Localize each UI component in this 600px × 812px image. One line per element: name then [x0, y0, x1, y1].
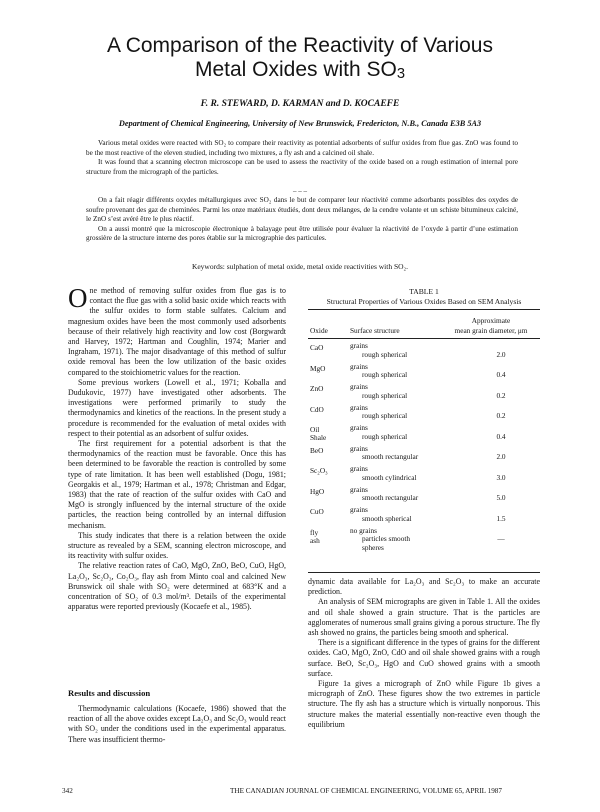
table-cell-diameter: 3.0 — [496, 472, 506, 482]
paper-title — [0, 34, 600, 82]
left-paragraph-3: The first requirement for a potential adsorbent is that the thermodynamics of the reaction must be favorable. Once this has been determined to be favorable the reaction is controlled by some type of rate limitation. It has been well established (Dogu, 1981; Georgakis et al., 1979; Hartman et al., 1978; Christman and Edgar, 1983) that the rate of reaction of the sulfur oxides with CaO and MgO is strongly influenced by the internal structure of the oxide particles, the reaction being controlled by an internal diffusion mechanism. — [68, 439, 286, 530]
table-cell-diameter: — — [497, 534, 505, 544]
table-top-rule — [308, 309, 540, 310]
table-cell-oxide: CuO — [310, 507, 324, 516]
table-cell-structure: grains — [350, 423, 368, 432]
right-paragraph-1: dynamic data available for La₂O₃ and Sc₂O₃ to make an accurate prediction. — [308, 577, 540, 597]
table-cell-structure: grains — [350, 361, 368, 371]
table-cell-structure-detail: smooth spherical — [362, 513, 412, 523]
table-cell-diameter: 0.4 — [496, 431, 506, 441]
abstract-french — [86, 196, 518, 244]
table-cell-oxide-line2: ash — [310, 535, 320, 545]
table-cell-oxide: MgO — [310, 363, 326, 373]
table-cell-diameter: 2.0 — [496, 349, 506, 359]
table-cell-diameter: 1.5 — [496, 513, 506, 523]
table-cell-structure-detail: smooth cylindrical — [362, 472, 417, 482]
table-cell-structure: grains — [350, 443, 368, 453]
abstract-fr-p1: On a fait réagir différents oxydes métallurgiques avec SO₂ dans le but de comparer leur réactivité comme adsorbants possibles des oxydes de soufre provenant des gaz de cheminées. Parmi les onze matériaux étudiés, dont deux mélanges, de la cendre volante et un schiste bitumineux calciné, le ZnO s’est avéré être le plus réactif. — [86, 196, 518, 224]
table-bottom-rule — [308, 572, 540, 573]
results-paragraph: Thermodynamic calculations (Kocaefe, 1986) showed that the reaction of all the above oxides except La₂O₃ and Sc₂O₃ would react with SO₂ under the conditions used in the experimental apparatus. There was insufficient thermo- — [68, 704, 286, 744]
table-cell-oxide: Sc₂O₃ — [310, 466, 328, 475]
table-cell-structure-detail2: spheres — [362, 542, 384, 552]
table-cell-structure: grains — [350, 382, 368, 391]
right-paragraph-3: There is a significant difference in the types of grains for the different oxides. CaO, MgO, ZnO, CdO and oil shale showed grains with a rough surface. BeO, Sc₂O₃, HgO and CuO showed grains with a smooth surface. — [308, 638, 540, 678]
keywords: Keywords: sulphation of metal oxide, metal oxide reactivities with SO₂. — [191, 262, 409, 271]
table-cell-oxide: BeO — [310, 445, 324, 455]
table-cell-structure-detail: particles smooth — [362, 534, 411, 544]
table-header-structure: Surface structure — [350, 326, 400, 335]
table-cell-diameter: 0.2 — [496, 411, 506, 421]
table-cell-diameter: 0.4 — [496, 370, 506, 380]
title-subscript: 3 — [396, 66, 406, 82]
abstract-fr-p2: On a aussi montré que la microscopie électronique à balayage peut être utilisée pour évaluer la réactivité de l’oxyde à partir d’une estimation grossière de la structure interne des pores établie sur la micrographie des particules. — [86, 224, 518, 243]
table-cell-structure-detail: rough spherical — [362, 349, 408, 359]
table-cell-structure: grains — [350, 402, 368, 412]
table-cell-structure-detail: rough spherical — [362, 390, 408, 400]
table-cell-diameter: 5.0 — [496, 493, 506, 503]
table-cell-structure-detail: rough spherical — [362, 411, 408, 421]
intro-text: ne method of removing sulfur oxides from flue gas is to contact the flue gas with a solid basic oxide which reacts with the sulfur oxides to form stable sulfates. Calcium and magnesium oxides have been the most commonly used adsorbents because of their relatively high reactivity and low cost (Borgwardt and Harvey, 1972; Hartman and Coughlin, 1974; Marier and Ingraham, 1971). The major disadvantage of this method of sulfur oxide removal has been the low utilization of the basic oxides compared to the stoichiometric values for the reaction. — [68, 286, 286, 377]
page-number: 342 — [62, 787, 73, 795]
affiliation: Department of Chemical Engineering, University of New Brunswick, Fredericton, N.B., Canada E3B 5A3 — [118, 119, 482, 128]
results-column — [68, 704, 286, 745]
table-cell-structure-detail: smooth rectangular — [362, 452, 419, 462]
table-header-diameter-2: mean grain diameter, μm — [454, 326, 528, 335]
table-cell-structure: grains — [350, 505, 368, 514]
table-cell-oxide: Oil — [310, 425, 320, 434]
table-cell-oxide-line2: Shale — [310, 433, 327, 442]
table-cell-structure: grains — [350, 341, 368, 350]
drop-cap: O — [68, 283, 88, 313]
right-paragraph-2: An analysis of SEM micrographs are given in Table 1. All the oxides and oil shale showed a grain structure. That is the particles are agglomerates of numerous small grains giving a porous structure. The fly ash showed no grains, the particles being smooth and spherical. — [308, 597, 540, 638]
left-paragraph-2: Some previous workers (Lowell et al., 1971; Koballa and Dudukovic, 1977) have investigated other adsorbents. The investigations were performed primarily to study the thermodynamics and kinetics of the reactions. In the present study a procedure is recommended for the evaluation of metal oxides with respect to their potential as an adsorbent of sulfur oxides. — [68, 377, 286, 438]
abstract-en-p2: It was found that a scanning electron microscope can be used to assess the reactivity of the oxide based on a rough estimation of internal pore structure from the micrograph of the particles. — [86, 158, 518, 176]
table-cell-structure-detail: rough spherical — [362, 431, 408, 441]
abstract-english — [86, 139, 518, 177]
right-paragraph-4: Figure 1a gives a micrograph of ZnO while Figure 1b gives a micrograph of ZnO. These figures show the two extremes in particle structure. The fly ash has a structure which is virtually nonporous. This structure makes the material essentially non-reactive even though the equilibrium — [308, 679, 540, 729]
title-line-2-text: Metal Oxides with SO — [194, 58, 397, 81]
table-cell-structure-detail: smooth rectangular — [362, 493, 419, 503]
abstract-en-p1: Various metal oxides were reacted with SO₂ to compare their reactivity as potential adsorbents of sulfur oxides from flue gas. ZnO was found to be the most reactive of the eleven studied, including two mixtures, a fly ash and a calcined oil shale. — [86, 139, 518, 157]
table-cell-structure: grains — [350, 464, 368, 473]
table-cell-oxide: fly — [310, 527, 319, 537]
table-cell-oxide: HgO — [310, 486, 325, 496]
authors: F. R. STEWARD, D. KARMAN and D. KOCAEFE — [200, 99, 400, 109]
table-caption-title: Structural Properties of Various Oxides Based on SEM Analysis — [326, 297, 522, 306]
table-caption-label: TABLE 1 — [409, 287, 439, 296]
table-cell-diameter: 2.0 — [496, 452, 506, 462]
left-paragraph-5: The relative reaction rates of CaO, MgO, ZnO, BeO, CuO, HgO, La₂O₃, Sc₂O₃, Co₂O₃, flay ash from Minto coal and calcined New Brunswick oil shale with SO₂ were determined at 683°K and a concentration of SO₂ of 0.3 mol/m³. Details of the experimental apparatus were reported previously (Kocaefe et al., 1985). — [68, 561, 286, 612]
table-cell-structure: no grains — [350, 525, 377, 535]
table-cell-oxide: CdO — [310, 404, 324, 414]
table-header-oxide: Oxide — [310, 326, 328, 335]
table-cell-oxide: ZnO — [310, 384, 324, 393]
table-cell-diameter: 0.2 — [496, 390, 506, 400]
title-line-2 — [0, 58, 600, 82]
left-column — [68, 283, 286, 613]
table-header-rule — [308, 338, 540, 339]
table-cell-structure-detail: rough spherical — [362, 370, 408, 380]
journal-footer: THE CANADIAN JOURNAL OF CHEMICAL ENGINEERING, VOLUME 65, APRIL 1987 — [230, 787, 502, 795]
left-paragraph-4: This study indicates that there is a relation between the oxide structure as revealed by a SEM, scanning electron microscope, and its reactivity with sulfur oxides. — [68, 530, 286, 561]
table-cell-structure: grains — [350, 484, 368, 494]
table-cell-oxide: CaO — [310, 343, 324, 352]
intro-paragraph — [68, 283, 286, 378]
abstract-divider: – – – — [293, 187, 307, 195]
table-header-diameter-1: Approximate — [471, 316, 511, 325]
right-column — [308, 577, 540, 730]
section-heading: Results and discussion — [68, 688, 151, 698]
title-line-1: A Comparison of the Reactivity of Various — [107, 34, 493, 57]
